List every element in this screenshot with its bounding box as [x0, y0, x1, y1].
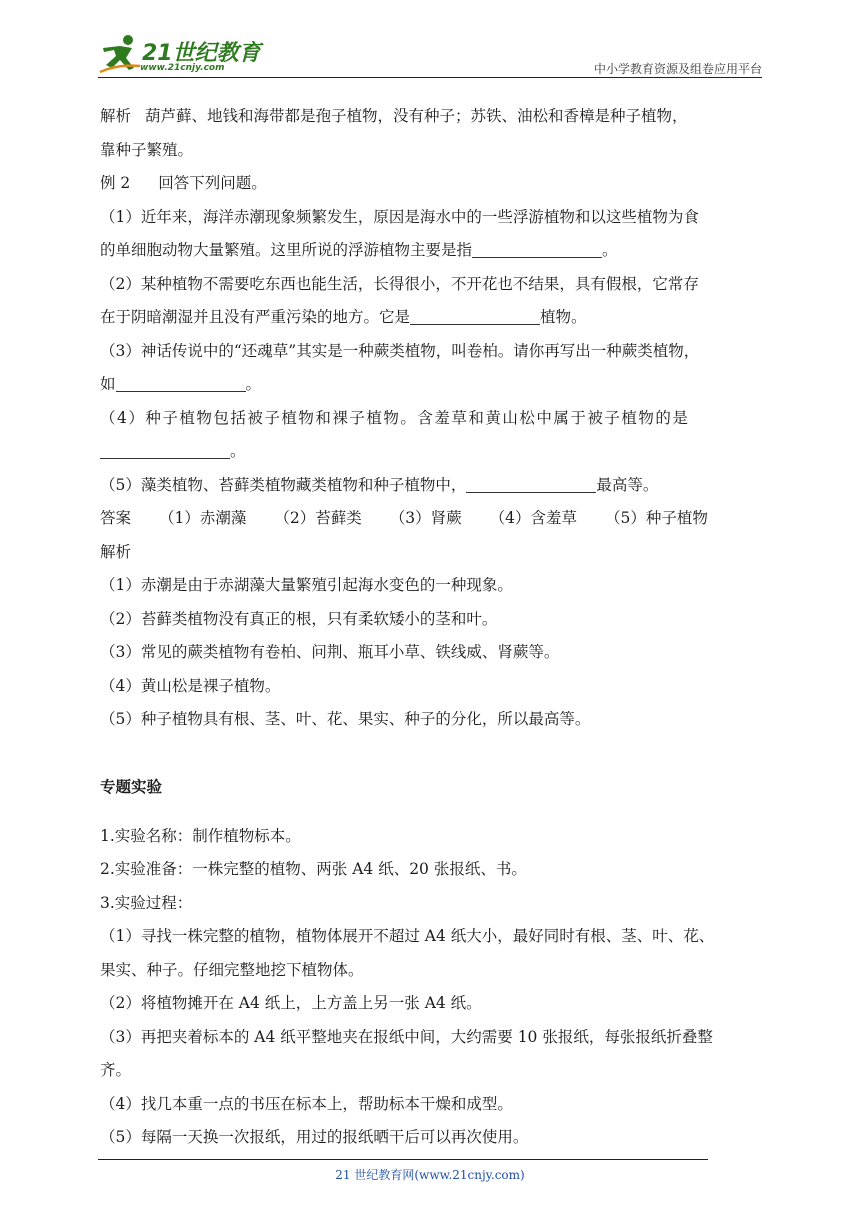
question-2-line-1: （2）某种植物不需要吃东西也能生活，长得很小，不开花也不结果，具有假根，它常存: [100, 274, 699, 293]
answer-line: [100, 502, 764, 536]
experiment-step-3-line-1: （3）再把夹着标本的 A4 纸平整地夹在报纸中间，大约需要 10 张报纸，每张报纸折叠整: [100, 1027, 713, 1046]
answer-item: （3）肾蕨: [389, 509, 462, 527]
question-4-line-2: [100, 435, 764, 469]
example-2-heading: [100, 167, 764, 201]
analysis-1-line-2: 靠种子繁殖。: [100, 140, 194, 159]
footer-divider: [98, 1159, 708, 1160]
experiment-step-2: （2）将植物摊开在 A4 纸上，上方盖上另一张 A4 纸。: [100, 994, 482, 1012]
question-1-line-1: （1）近年来，海洋赤潮现象频繁发生，原因是海水中的一些浮游植物和以这些植物为食: [100, 207, 699, 226]
example-label: 例 2: [100, 174, 131, 192]
answer-label: 答案: [100, 509, 132, 527]
question-1-text: 的单细胞动物大量繁殖。这里所说的浮游植物主要是指: [100, 241, 473, 259]
runner-logo-icon: [98, 34, 142, 74]
question-3-text: 如: [100, 375, 116, 393]
question-4-end: 。: [230, 442, 246, 460]
site-logo[interactable]: [98, 30, 268, 78]
analysis-2-line: （2）苔藓类植物没有真正的根，只有柔软矮小的茎和叶。: [100, 609, 498, 628]
analysis-2-line: （4）黄山松是裸子植物。: [100, 676, 281, 695]
experiment-step-5: （5）每隔一天换一次报纸，用过的报纸晒干后可以再次使用。: [100, 1128, 529, 1146]
analysis-2-line: （5）种子植物具有根、茎、叶、花、果实、种子的分化，所以最高等。: [100, 710, 591, 728]
page-footer: [0, 1166, 860, 1183]
question-2-line-2: [100, 301, 764, 335]
experiment-process: 3.实验过程：: [100, 893, 193, 912]
analysis-2-line: （1）赤潮是由于赤湖藻大量繁殖引起海水变色的一种现象。: [100, 576, 513, 594]
document-body: [100, 100, 764, 1155]
answer-item: （2）苔藓类: [274, 509, 362, 527]
analysis-1-line-1: [100, 100, 764, 134]
experiment-step-1-line-1: （1）寻找一株完整的植物，植物体展开不超过 A4 纸大小，最好同时有根、茎、叶、花、: [100, 927, 715, 945]
answer-blank-1[interactable]: [472, 239, 602, 258]
question-4-line-1: （4）种子植物包括被子植物和裸子植物。含羞草和黄山松中属于被子植物的是: [100, 408, 690, 427]
question-3-end: 。: [245, 375, 262, 393]
footer-link[interactable]: 21 世纪教育网(www.21cnjy.com): [335, 1168, 525, 1182]
experiment-step-4: （4）找几本重一点的书压在标本上，帮助标本干燥和成型。: [100, 1094, 513, 1113]
question-2-text: 在于阴暗潮湿并且没有严重污染的地方。它是: [100, 308, 411, 326]
header-divider: [98, 77, 762, 78]
analysis-2-line: （3）常见的蕨类植物有卷柏、问荆、瓶耳小草、铁线威、肾蕨等。: [100, 643, 560, 661]
answer-blank-3[interactable]: [116, 373, 246, 392]
experiment-prep: 2.实验准备：一株完整的植物、两张 A4 纸、20 张报纸、书。: [100, 860, 527, 878]
answer-item: （4）含羞草: [489, 509, 578, 527]
answer-blank-4[interactable]: [100, 440, 230, 459]
analysis-text: 葫芦藓、地钱和海带都是孢子植物，没有种子；苏铁、油松和香樟是种子植物，: [145, 107, 688, 125]
header-tagline: 中小学教育资源及组卷应用平台: [593, 62, 762, 76]
analysis-2-label: 解析: [100, 542, 132, 561]
answer-item: （1）赤潮藻: [159, 509, 247, 527]
question-2-end: 植物。: [540, 308, 587, 326]
example-title: 回答下列问题。: [158, 174, 267, 192]
experiment-step-3-line-2: 齐。: [100, 1061, 132, 1079]
question-3-line-1: （3）神话传说中的“还魂草”其实是一种蕨类植物，叫卷柏。请你再写出一种蕨类植物，: [100, 341, 700, 360]
experiment-step-1-line-2: 果实、种子。仔细完整地挖下植物体。: [100, 960, 364, 979]
page-header: [98, 30, 762, 78]
logo-text: 21世纪教育: [142, 41, 261, 66]
question-5: [100, 469, 764, 503]
section-title-experiment: 专题实验: [100, 777, 163, 796]
answer-blank-2[interactable]: [410, 306, 540, 325]
answer-blank-5[interactable]: [466, 474, 596, 493]
answer-item: （5）种子植物: [605, 509, 708, 527]
experiment-name: 1.实验名称：制作植物标本。: [100, 826, 301, 845]
question-5-end: 最高等。: [596, 475, 659, 494]
question-3-line-2: [100, 368, 764, 402]
analysis-label: 解析: [100, 107, 132, 125]
question-1-end: 。: [602, 241, 618, 259]
question-1-line-2: [100, 234, 764, 268]
question-5-text: （5）藻类植物、苔藓类植物藏类植物和种子植物中，: [100, 475, 467, 494]
logo-url: www.21cnjy.com: [140, 63, 225, 73]
